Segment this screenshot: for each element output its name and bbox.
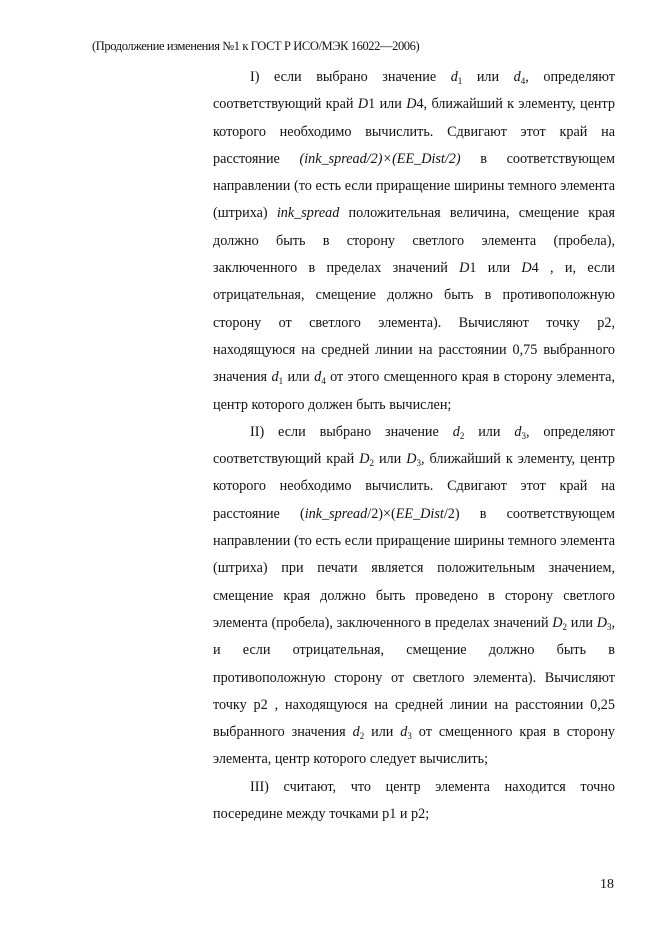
text-run: /2)×( [367,505,396,522]
italic-term: d [452,423,460,440]
text-run: 1 или [368,96,407,113]
paragraph-item-2 [213,419,615,774]
text-run: I) если выбрано значение [250,69,451,85]
text-run: /2) в соответствующем направлении (то есть если приращение ширины темного элемента (штриха) при печати является положительным значением, смещение края должно быть проведено в сторону светлого элемента (пробела), заключенного в пределах значений [213,505,615,631]
subscript-index: 2 [359,731,365,742]
text-run: III) считают, что центр элемента находится точно посередине между точками р1 и р2; [213,778,615,823]
italic-term: D [357,96,369,113]
subscript-index: 3 [606,621,612,632]
subscript-index: 3 [416,458,421,469]
text-run: в соответствующем направлении (то есть если приращение ширины темного элемента (штриха) [213,150,615,222]
document-header: (Продолжение изменения №1 к ГОСТ Р ИСО/МЭК 16022—2006) [92,39,420,53]
italic-term: D [596,614,607,631]
text-run: 4 , и, если отрицательная, смещение должно быть в противоположную сторону от светлого элемента). Вычисляют точку р2, находящуюся на средней линии на расстоянии 0,75 выбранного значения [213,260,616,386]
subscript-index: 3 [521,430,526,441]
page-number: 18 [600,877,614,892]
italic-term: D [459,260,470,277]
subscript-index: 4 [321,376,326,387]
italic-term: D [552,614,563,631]
text-run: , и если отрицательная, смещение должно быть в противоположную сторону от светлого элемента). Вычисляют точку р2 , находящуюся на средней линии на расстоянии 0,25 выбранного значения [213,614,615,741]
subscript-index: 1 [278,376,284,387]
text-run: или [364,724,401,741]
text-run: II) если выбрано значение [250,423,453,440]
subscript-index: 2 [562,621,568,632]
italic-term: EE_Dist [395,505,444,522]
italic-term: D [359,451,370,468]
subscript-index: 2 [459,430,465,441]
subscript-index: 2 [369,458,374,469]
italic-term: ink_spread [304,505,368,522]
subscript-index: 1 [457,76,463,86]
text-run: или [464,423,515,440]
text-run: или [567,614,597,631]
italic-term: D [406,96,417,113]
text-run: положительная величина, смещение края должно быть в сторону светлого элемента (пробела), заключенного в пределах значений [213,205,616,277]
text-run: 1 или [469,260,522,277]
italic-term: d [513,69,521,85]
italic-term: d [514,423,522,440]
italic-term: D [406,451,417,468]
italic-term: D [521,260,532,277]
text-run: , определяют соответствующий край [213,423,616,468]
paragraph-item-3 [213,774,615,829]
italic-term: d [352,724,360,741]
text-run: или [283,369,315,386]
text-run: , определяют соответствующий край [213,69,615,113]
paragraph-item-1 [213,64,615,419]
italic-term: d [271,369,279,386]
text-run: от смещенного края в сторону элемента, центр которого следует вычислить; [213,724,616,768]
italic-term: d [400,724,408,741]
text-run: , ближайший к элементу, центр которого необходимо вычислить. Сдвигают этот край на расстояние ( [213,451,615,522]
italic-term: (ink_spread/2)×(EE_Dist/2) [299,150,461,167]
subscript-index: 3 [407,731,412,742]
italic-term: ink_spread [276,205,340,222]
text-run: или [462,69,514,85]
text-run: или [373,451,407,468]
document-body [213,64,615,828]
subscript-index: 4 [520,76,526,86]
italic-term: d [450,69,458,85]
text-run: от этого смещенного края в сторону элемента, центр которого должен быть вычислен; [213,369,616,413]
italic-term: d [314,369,322,386]
text-run: 4, ближайший к элементу, центр которого необходимо вычислить. Сдвигают этот край на расстояние [213,96,615,167]
